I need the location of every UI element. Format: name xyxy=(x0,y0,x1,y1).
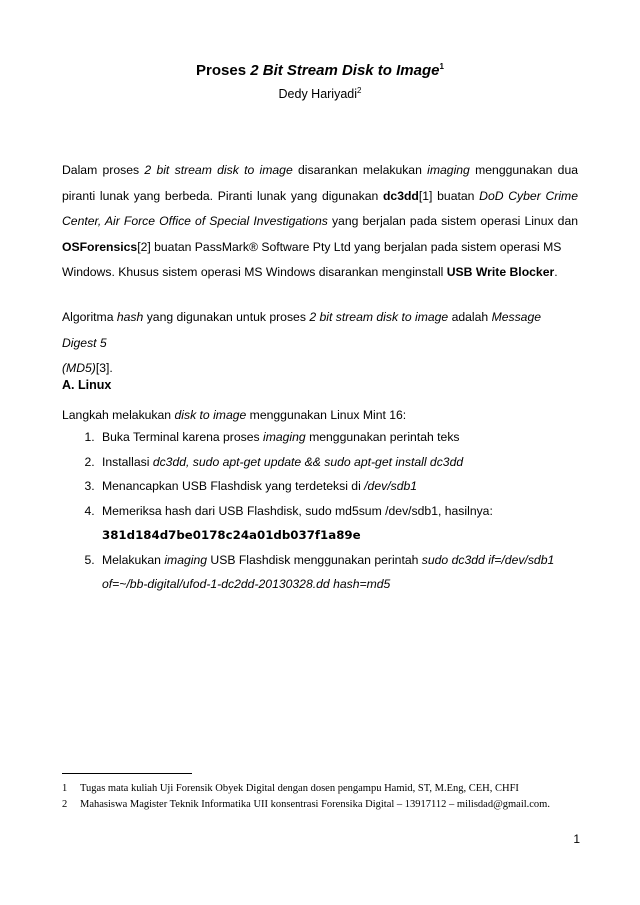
list-item: 2. Installasi dc3dd, sudo apt-get update && sudo apt-get install dc3dd xyxy=(98,450,614,475)
footnote-1: 1 Tugas mata kuliah Uji Forensik Obyek Digital dengan dosen pengampu Hamid, ST, M.Eng, CEH, CHFI xyxy=(62,783,519,794)
list-item: 3. Menancapkan USB Flashdisk yang terdeteksi di /dev/sdb1 xyxy=(98,474,614,499)
tool-usb-write-blocker: USB Write Blocker xyxy=(446,265,555,279)
list-item: 5. Melakukan imaging USB Flashdisk menggunakan perintah sudo dc3dd if=/dev/sdb1 of=~/bb-digital/ufod-1-dc2dd-20130328.dd hash=md5 xyxy=(98,548,614,597)
title-plain: Proses xyxy=(196,62,251,79)
author xyxy=(0,87,640,101)
paragraph-intro: Dalam proses 2 bit stream disk to image disarankan melakukan imaging menggunakan dua piranti lunak yang berbeda. Piranti lunak yang digunakan dc3dd[1] buatan DoD Cyber Crime Center, Air Force Office of Special Investigations yang berjalan pada sistem operasi Linux dan OSForensics[2] buatan PassMark® Software Pty Ltd yang berjalan pada sistem operasi MS Windows. Khusus sistem operasi MS Windows disarankan menginstall USB Write Blocker. xyxy=(62,163,578,279)
section-heading-linux: A. Linux xyxy=(62,378,112,392)
steps-intro: Langkah melakukan disk to image menggunakan Linux Mint 16: xyxy=(62,408,407,422)
author-name: Dedy Hariyadi xyxy=(278,87,358,101)
title-italic: 2 Bit Stream Disk to Image xyxy=(250,62,440,79)
footnote-2: 2 Mahasiswa Magister Teknik Informatika UII konsentrasi Forensika Digital – 13917112 – milisdad@gmail.com. xyxy=(62,798,550,810)
footnotes xyxy=(62,781,602,812)
footnote-separator xyxy=(62,773,192,774)
md5-hash-value: 381d184d7be0178c24a01db037f1a89e xyxy=(102,528,361,542)
tool-dc3dd: dc3dd xyxy=(382,188,419,203)
document-title xyxy=(0,62,640,79)
list-item: 4. Memeriksa hash dari USB Flashdisk, sudo md5sum /dev/sdb1, hasilnya: 381d184d7be0178c24a01db037f1a89e xyxy=(98,499,614,548)
page-number: 1 xyxy=(573,832,580,846)
tool-osforensics: OSForensics xyxy=(62,239,138,254)
paragraph-hash: Algoritma hash yang digunakan untuk proses 2 bit stream disk to image adalah Message Digest 5 (MD5)[3]. xyxy=(62,310,542,375)
steps-list xyxy=(62,425,614,597)
author-footnote-ref: 2 xyxy=(357,85,362,95)
title-footnote-ref: 1 xyxy=(439,62,444,71)
list-item: 1. Buka Terminal karena proses imaging menggunakan perintah teks xyxy=(98,425,614,450)
